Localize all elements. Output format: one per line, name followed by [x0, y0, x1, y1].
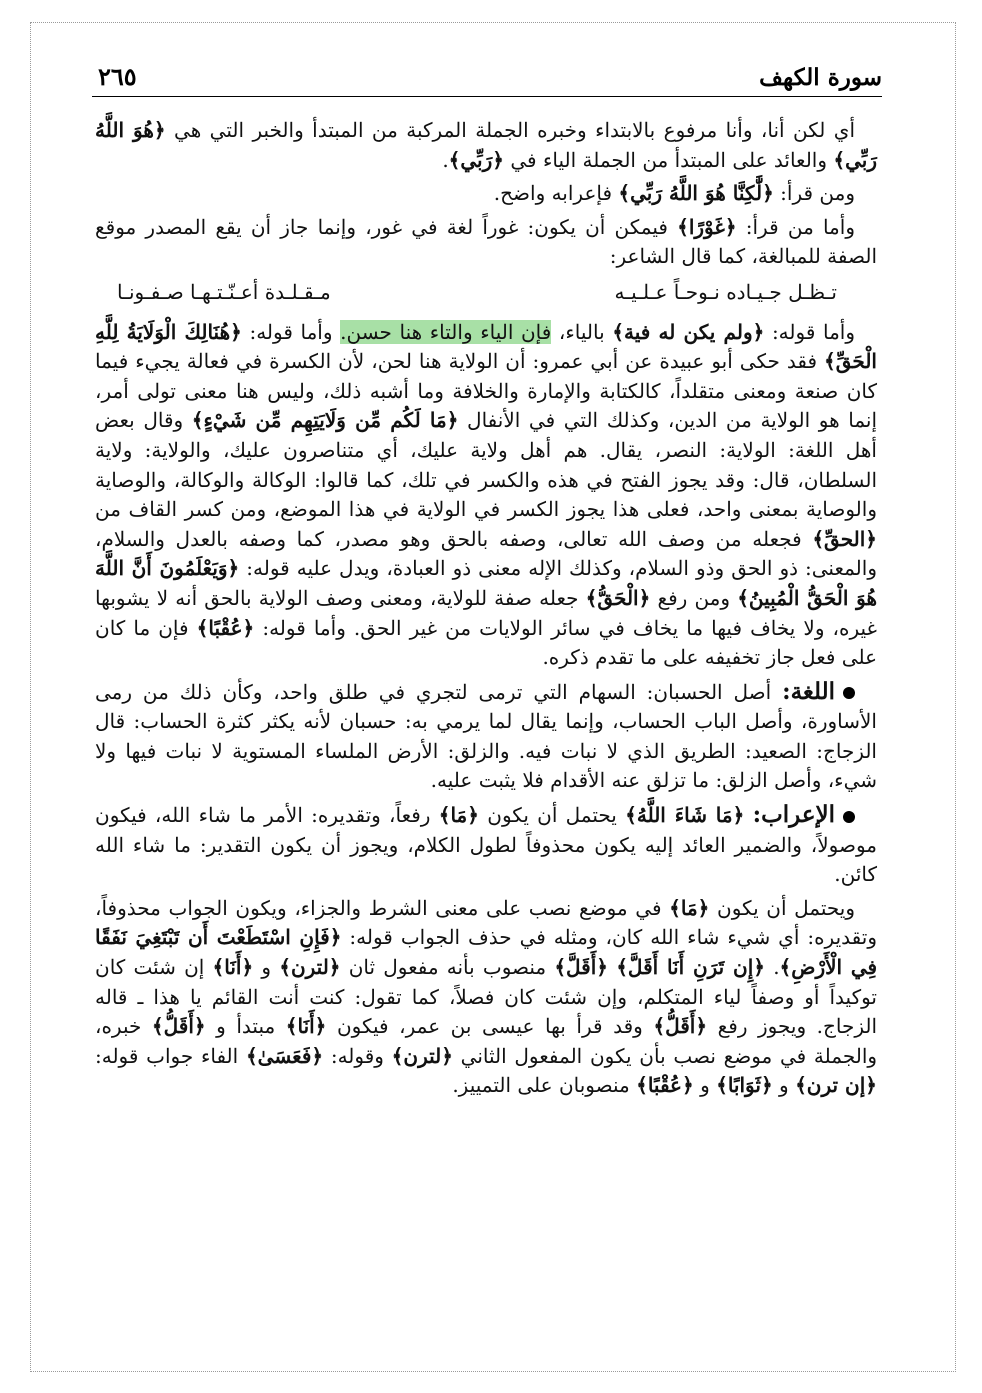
text: ويحتمل أن يكون	[717, 895, 855, 920]
text: وقد قرأ بها عيسى بن عمر، فيكون	[336, 1014, 643, 1039]
page-header	[92, 64, 882, 97]
text: مبتدأ و	[216, 1014, 276, 1039]
quran-quote: ﴿وَيَعْلَمُونَ أَنَّ اللَّهَ هُوَ الْحَقُّ الْمُبِينُ﴾	[95, 556, 878, 610]
text: يحتمل أن يكون	[487, 803, 617, 828]
bullet-icon	[843, 811, 855, 823]
text: فإعرابه واضح.	[493, 181, 613, 206]
text: منصوب بأنه مفعول ثان	[348, 955, 547, 980]
text: منصوبان على التمييز.	[452, 1073, 630, 1098]
section-title: اللغة:	[782, 677, 836, 705]
quran-quote: ﴿أَقَلُّ﴾	[653, 1014, 708, 1039]
text: والعائد على المبتدأ من الجملة الياء في	[510, 147, 828, 172]
bold-quote: ﴿إن ترن﴾	[795, 1073, 877, 1098]
text: .	[773, 955, 780, 980]
text: في موضع نصب على معنى الشرط والجزاء، ويكون الجواب محذوفاً، وتقديره: أي شيء شاء الله كان، ومثله في حذف الجواب قوله:	[95, 895, 877, 950]
bold-quote: ﴿لترن﴾	[391, 1043, 453, 1068]
highlighted-text[interactable]: فإن الياء والتاء هنا حسن.	[340, 319, 552, 344]
quran-quote: ﴿عُقْبًا﴾	[196, 615, 255, 640]
text: أي لكن أنا، وأنا مرفوع بالابتداء وخبره الجملة المركبة من المبتدأ والخبر التي هي	[174, 118, 856, 142]
text: و	[261, 955, 272, 980]
quran-quote: ﴿الْحَقُّ﴾	[585, 585, 651, 610]
quran-quote: ﴿غَوْرًا﴾	[677, 214, 737, 239]
section-language	[95, 677, 877, 796]
text: ومن رفع	[657, 585, 731, 610]
paragraph-1	[95, 116, 877, 175]
text: جعله صفة للولاية، ومعنى وصف الولاية بالحق أنه لا يشوبها غيره، ولا يخاف فيها ما يخاف في سائر الولايات من غير الحق. وأما قوله:	[95, 585, 878, 640]
poem-first-hemistich: تـظـل جـيـاده نـوحـاً عـلـيـه	[614, 279, 837, 304]
quran-quote: ﴿مَا شَاءَ اللَّهُ﴾	[625, 803, 745, 828]
paragraph-2	[95, 179, 877, 209]
text: خبره، والجملة في موضع نصب بأن يكون المفعول الثاني	[95, 1014, 878, 1068]
text: رفعاً، وتقديره: الأمر ما شاء الله، فيكون موصولاً، والضمير العائد إليه يكون محذوفاً لطول الكلام، ويجوز أن يكون التقدير: ما شاء الله كائن.	[95, 803, 877, 887]
quran-quote: ﴿مَا﴾	[438, 803, 479, 828]
quran-quote: ﴿مَا لَكُم مِّن وَلَايَتِهِم مِّن شَيْءٍ﴾	[191, 408, 459, 433]
quran-quote: ﴿هُنَالِكَ الْوَلَايَةُ لِلَّهِ الْحَقِّ﴾	[95, 319, 877, 374]
quran-quote: ﴿أَنَا﴾	[285, 1014, 327, 1039]
text: و	[700, 1073, 710, 1098]
text: بالياء،	[558, 319, 605, 344]
text: و	[779, 1073, 789, 1098]
text: وأما قوله:	[771, 319, 855, 344]
quran-quote: ﴿الحقِّ﴾	[812, 526, 877, 551]
paragraph-3	[95, 213, 877, 272]
quran-quote: ﴿أَنَا﴾	[212, 955, 254, 980]
text: فجعله من وصف الله تعالى، وصفه بالحق وهو مصدر، كما وصفه بالعدل والسلام، والمعنى: ذو الحق وذو السلام، وكذلك الإله معنى ذو العبادة، ويدل عليه قوله:	[95, 526, 877, 581]
quran-quote: ﴿إِن تَرَنِ أَنَا أَقَلَّ﴾	[616, 955, 765, 980]
text: ومن قرأ:	[780, 181, 855, 206]
text: .	[442, 147, 449, 172]
quran-quote: ﴿هُوَ اللَّهُ رَبِّي﴾	[95, 118, 877, 172]
paragraph-5	[95, 894, 877, 1101]
quran-quote: ﴿ثَوَابًا﴾	[716, 1073, 773, 1098]
text: وقال بعض أهل اللغة: الولاية: النصر، يقال. هم أهل ولاية عليك، أي متناصرون عليك، والولاية: ولاية السلطان، قال: وقد يجوز الفتح في هذه والكسر في تلك، كما قالوا: الوكالة والوكالة، والوصاية والوصاية بمعنى واحد، فعلى هذا يجوز الكسر في الولاية في هذا الموضع، ومن كسر القاف من	[95, 408, 877, 522]
text: وأما قوله:	[249, 319, 333, 344]
poem-verse	[95, 278, 877, 308]
bold-quote: ﴿ولم يكن له فية﴾	[612, 319, 765, 344]
text: أصل الحسبان: السهام التي ترمى لتجري في طلق واحد، وكأن ذلك من رمى الأساورة، وأصل الباب الحساب، وإنما يقال لما يرمي به: حسبان لأنه يكثر كثرة الحساب: قال الزجاج: الصعيد: الطريق الذي لا نبات فيه. والزلق: الأرض الملساء المستوية لا نبات فيها ولا شيء، وأصل الزلق: ما تزلق عنه الأقدام فلا يثبت عليه.	[95, 679, 877, 793]
text: وقوله:	[330, 1043, 384, 1068]
surah-title: سورة الكهف	[759, 64, 882, 91]
quran-quote: ﴿فَعَسَىٰ﴾	[245, 1043, 324, 1068]
page-number: ٢٦٥	[98, 62, 137, 91]
section-grammar	[95, 800, 877, 890]
text: الفاء جواب قوله:	[95, 1043, 239, 1068]
poem-second-hemistich: مـقـلـدة أعـنّـتـهـا صـفـونـا	[117, 279, 331, 304]
quran-quote: ﴿عُقْبًا﴾	[636, 1073, 694, 1098]
quran-quote: ﴿لَّٰكِنَّا هُوَ اللَّهُ رَبِّي﴾	[618, 181, 774, 206]
quran-quote: ﴿رَبِّي﴾	[448, 147, 505, 172]
text: فقد حكى أبو عبيدة عن أبي عمرو: أن الولاية هنا لحن، لأن الكسرة في فعالة يجيء فيما كان صنعة ومعنى متقلداً، كالكتابة والإمارة والخلافة وما أشبه ذلك، وليس هنا معنى تولى أمر، إنما هو الولاية من الدين، وكذلك التي في الأنفال	[95, 349, 878, 433]
quran-quote: ﴿أَقَلُّ﴾	[151, 1014, 206, 1039]
text: فيمكن أن يكون: غوراً لغة في غور، وإنما جاز أن يقع المصدر موقع الصفة للمبالغة، كما قال الشاعر:	[95, 214, 877, 269]
quran-quote: ﴿فَإِنِ اسْتَطَعْتَ أَن تَبْتَغِيَ نَفَقًا فِي الْأَرْضِ﴾	[95, 925, 878, 980]
page-content	[95, 116, 877, 1105]
text: فإن ما كان على فعل جاز تخفيفه على ما تقدم ذكره.	[95, 615, 877, 670]
quran-quote: ﴿مَا﴾	[669, 895, 710, 920]
quran-quote: ﴿أَقَلَّ﴾	[554, 955, 609, 980]
bullet-icon	[843, 687, 855, 699]
text: إن شئت كان توكيداً أو وصفاً لياء المتكلم، وإن شئت كان فصلاً، كما تقول: كنت أنت القائم يا هذا ـ قاله الزجاج. ويجوز رفع	[95, 955, 878, 1039]
section-title: الإعراب:	[752, 801, 836, 829]
bold-quote: ﴿لترن﴾	[279, 955, 341, 980]
paragraph-4	[95, 318, 877, 673]
text: وأما من قرأ:	[745, 214, 855, 239]
